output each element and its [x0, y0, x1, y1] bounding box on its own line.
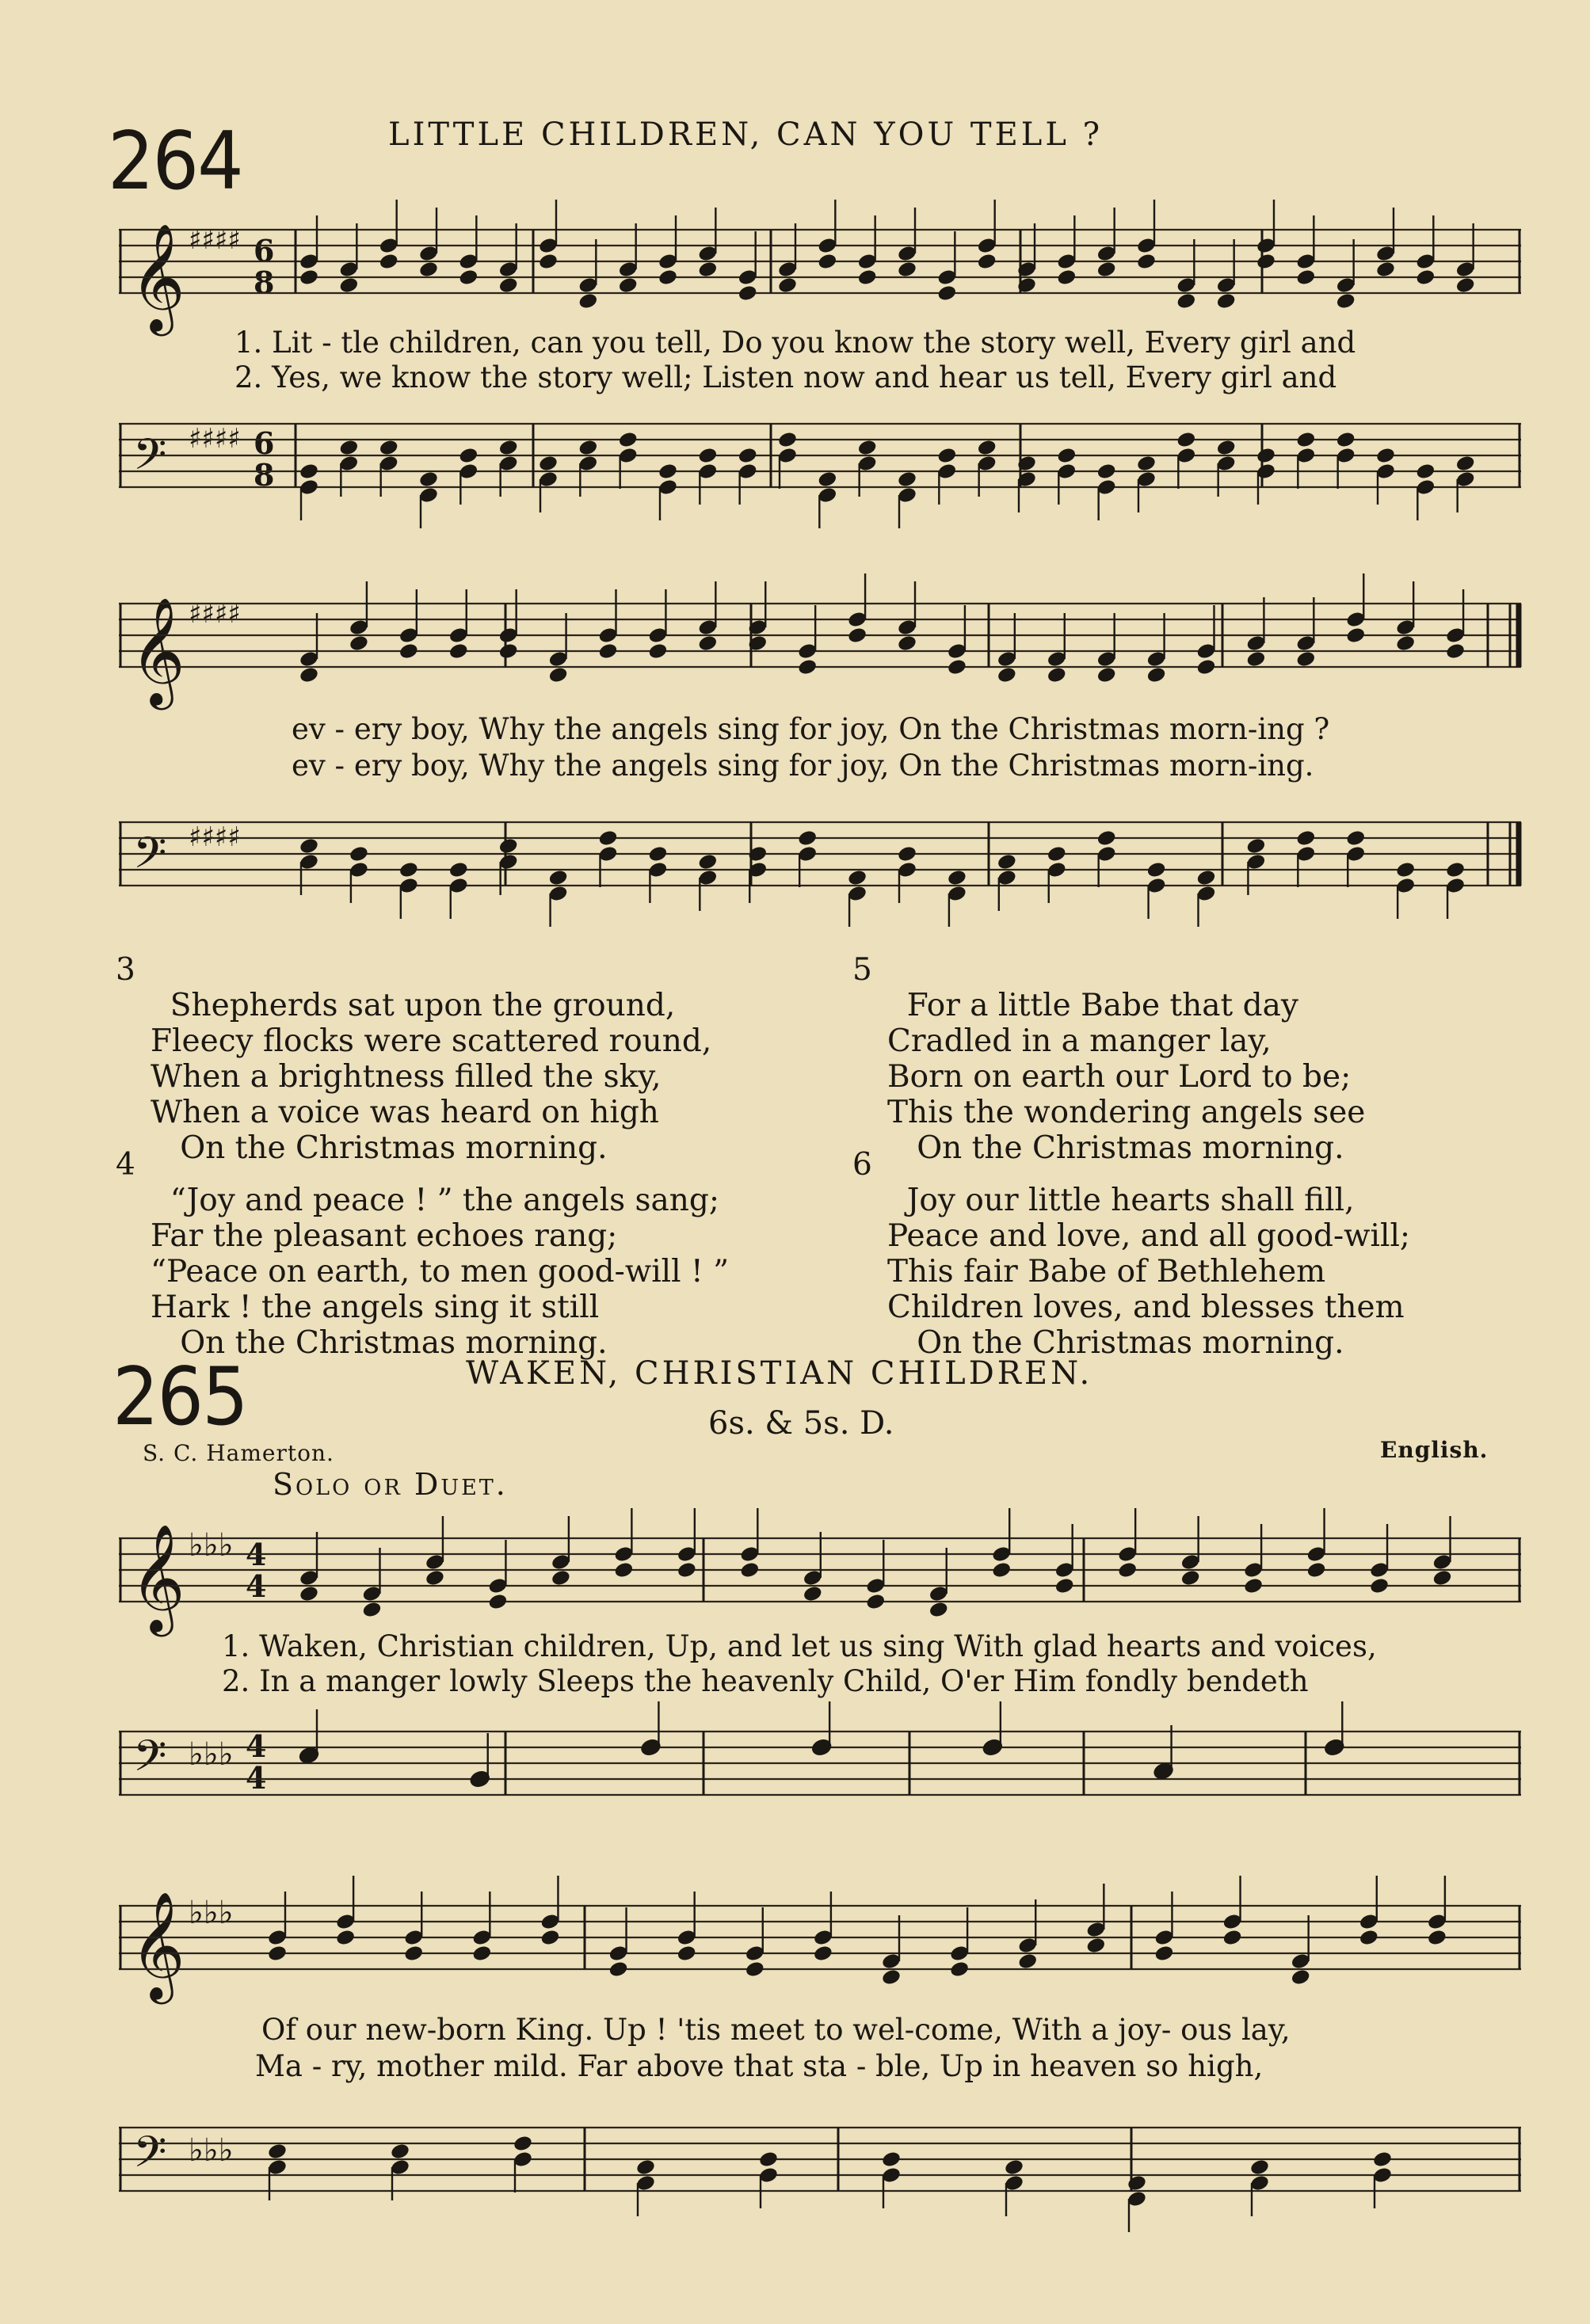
note-icon [1427, 1928, 1447, 1946]
note-icon [817, 252, 837, 270]
staff-265-s1-treble [119, 1514, 1521, 1641]
sharp-icon: ♯♯♯♯ [189, 423, 241, 455]
note-icon [697, 852, 718, 871]
note-icon [1085, 1936, 1106, 1954]
staff-264-s1-treble [119, 214, 1521, 341]
svg-text:6: 6 [254, 233, 275, 269]
bass-clef-icon: 𝄢 [133, 1731, 167, 1792]
note-icon [1372, 2150, 1393, 2168]
note-icon [538, 454, 559, 472]
note-icon [1017, 1952, 1038, 1970]
note-icon [697, 446, 718, 464]
note-icon [847, 868, 867, 886]
note-icon [797, 657, 818, 676]
note-icon [390, 2142, 410, 2160]
note-icon [1047, 844, 1067, 863]
note-icon [458, 446, 479, 464]
stanza-3 [116, 952, 712, 1166]
note-icon [1290, 1968, 1310, 1986]
staff-264-s2-treble [119, 588, 1521, 714]
flat-icon: ♭♭♭ [189, 1736, 234, 1773]
note-icon [1375, 446, 1396, 464]
note-icon [1245, 836, 1266, 855]
note-icon [1306, 1560, 1326, 1579]
svg-text:4: 4 [246, 1537, 267, 1572]
staff-265-s1-bass [119, 1717, 1521, 1836]
note-icon [378, 438, 398, 456]
svg-text:4: 4 [246, 1568, 267, 1604]
flat-icon: ♭♭♭ [189, 1895, 234, 1931]
note-icon [936, 446, 957, 464]
note-icon [947, 868, 967, 886]
stanza-number: 6 [852, 1147, 872, 1183]
note-icon [991, 1560, 1012, 1579]
note-icon [487, 1592, 508, 1610]
note-icon [737, 446, 757, 464]
stanza-number: 4 [116, 1147, 135, 1183]
treble-clef-icon: 𝄞 [130, 222, 185, 331]
treble-clef-icon: 𝄞 [130, 1890, 185, 1999]
note-icon [697, 634, 718, 652]
note-icon [881, 1968, 902, 1986]
stanza-6 [852, 1147, 1411, 1361]
note-icon [1117, 1560, 1138, 1579]
hymn-author: S. C. Hamerton. [143, 1440, 334, 1466]
note-icon [498, 642, 518, 660]
note-icon [997, 852, 1017, 871]
note-icon [299, 462, 319, 480]
note-icon [299, 665, 319, 684]
note-icon [1295, 430, 1316, 448]
note-icon [976, 438, 997, 456]
lyric-265-s1-v2: 2. In a manger lowly Sleeps the heavenly Child, O'er Him fondly bendeth [222, 1664, 1309, 1698]
lyric-265-s1-v1: 1. Waken, Christian children, Up, and let us sing With glad hearts and voices, [222, 1629, 1377, 1663]
note-icon [897, 634, 917, 652]
note-icon [928, 1600, 949, 1618]
svg-text:8: 8 [254, 457, 275, 493]
note-icon [513, 2134, 533, 2152]
note-icon [1096, 260, 1116, 278]
note-icon [361, 1600, 382, 1618]
note-icon [1369, 1576, 1390, 1594]
hymn-meter: 6s. & 5s. D. [708, 1405, 894, 1442]
stanza-text: Joy our little hearts shall fill, Peace and love, and all good-will; This fair Babe of Bethlehem Children loves, and blesses them On the Christmas morning. [887, 1183, 1411, 1361]
note-icon [617, 276, 638, 294]
lyric-264-s1-v1: 1. Lit - tle children, can you tell, Do you know the story well, Every girl and [234, 326, 1356, 360]
note-icon [947, 657, 967, 676]
note-icon [856, 268, 877, 286]
note-icon [547, 665, 568, 684]
note-icon [1096, 665, 1116, 684]
flat-icon: ♭♭♭ [189, 2132, 234, 2169]
note-icon [398, 642, 419, 660]
note-icon [597, 829, 618, 847]
tune-origin: English. [1380, 1437, 1489, 1463]
note-icon [1359, 1928, 1379, 1946]
note-icon [1455, 454, 1475, 472]
note-icon [349, 844, 369, 863]
hymn-title: WAKEN, CHRISTIAN CHILDREN. [466, 1355, 1093, 1392]
note-icon [1096, 462, 1116, 480]
note-icon [1335, 430, 1356, 448]
hymn-number: 265 [112, 1350, 247, 1444]
note-icon [448, 860, 469, 878]
note-icon [267, 1944, 288, 1962]
note-icon [1047, 665, 1067, 684]
note-icon [1004, 2158, 1024, 2176]
note-icon [1136, 454, 1157, 472]
staff-264-s1-bass [119, 416, 1521, 535]
note-icon [1195, 657, 1216, 676]
note-icon [1295, 268, 1316, 286]
note-icon [936, 284, 957, 302]
note-icon [635, 2158, 656, 2176]
lyric-265-s2-v2: Ma - ry, mother mild. Far above that sta - ble, Up in heaven so high, [255, 2049, 1264, 2083]
bass-clef-icon: 𝄢 [133, 429, 167, 490]
note-icon [1056, 268, 1077, 286]
note-icon [498, 276, 518, 294]
note-icon [1056, 446, 1077, 464]
note-icon [803, 1584, 823, 1602]
note-icon [949, 1960, 970, 1978]
note-icon [1432, 1568, 1452, 1587]
bass-clef-icon: 𝄢 [133, 828, 167, 889]
note-icon [777, 276, 798, 294]
note-icon [335, 1928, 356, 1946]
note-icon [745, 1960, 765, 1978]
note-icon [677, 1560, 697, 1579]
note-icon [1222, 1928, 1242, 1946]
note-icon [997, 665, 1017, 684]
note-icon [418, 260, 439, 278]
note-icon [299, 268, 319, 286]
note-icon [398, 860, 419, 878]
note-icon [597, 642, 618, 660]
stanza-text: For a little Babe that day Cradled in a manger lay, Born on earth our Lord to be; This the wondering angels see On the Christmas morning. [887, 988, 1366, 1166]
note-icon [1256, 446, 1276, 464]
note-icon [697, 260, 718, 278]
hymn-number: 264 [108, 114, 242, 208]
note-icon [1415, 462, 1436, 480]
note-icon [797, 829, 818, 847]
note-icon [403, 1944, 424, 1962]
svg-text:4: 4 [246, 1760, 267, 1796]
note-icon [817, 470, 837, 488]
lyric-264-s2-v2: ev - ery boy, Why the angels sing for joy, On the Christmas morn-ing. [292, 749, 1314, 783]
note-icon [299, 1584, 319, 1602]
note-icon [658, 268, 678, 286]
note-icon [1245, 650, 1266, 668]
hymn-title: LITTLE CHILDREN, CAN YOU TELL ? [388, 116, 1104, 153]
note-icon [897, 260, 917, 278]
note-icon [578, 291, 598, 310]
note-icon [737, 284, 757, 302]
note-icon [1395, 860, 1416, 878]
staff-265-s2-bass [119, 2113, 1521, 2232]
note-icon [448, 642, 469, 660]
note-icon [1295, 829, 1316, 847]
stanza-4 [116, 1147, 730, 1361]
lyric-264-s1-v2: 2. Yes, we know the story well; Listen now and hear us tell, Every girl and [234, 360, 1337, 394]
bass-clef-icon: 𝄢 [133, 2127, 167, 2188]
staff-lines [119, 2128, 1521, 2191]
note-icon [425, 1568, 445, 1587]
note-icon [1415, 268, 1436, 286]
note-icon [777, 430, 798, 448]
note-icon [1345, 626, 1366, 644]
note-icon [1195, 868, 1216, 886]
note-icon [267, 2142, 288, 2160]
note-icon [540, 1928, 560, 1946]
note-icon [613, 1560, 634, 1579]
note-icon [976, 252, 997, 270]
note-icon [847, 626, 867, 644]
note-icon [758, 2150, 779, 2168]
note-icon [608, 1960, 628, 1978]
note-icon [865, 1592, 886, 1610]
sharp-icon: ♯♯♯♯ [189, 224, 241, 256]
stanza-5 [852, 952, 1366, 1166]
note-icon [1249, 2158, 1270, 2176]
note-icon [1375, 260, 1396, 278]
note-icon [676, 1944, 696, 1962]
note-icon [897, 470, 917, 488]
note-icon [1054, 1576, 1074, 1594]
note-icon [617, 430, 638, 448]
stanza-text: “Joy and peace ! ” the angels sang; Far the pleasant echoes rang; “Peace on earth, to men good-will ! ” Hark ! the angels sing it still On the Christmas morning. [151, 1183, 730, 1361]
staff-264-s2-bass [119, 814, 1521, 933]
svg-text:8: 8 [254, 265, 275, 300]
note-icon [658, 462, 678, 480]
note-icon [1146, 860, 1166, 878]
note-icon [647, 844, 668, 863]
note-icon [1295, 650, 1316, 668]
note-icon [338, 276, 359, 294]
flat-icon: ♭♭♭ [189, 1527, 234, 1564]
note-icon [1243, 1576, 1264, 1594]
note-icon [647, 642, 668, 660]
note-icon [471, 1944, 492, 1962]
note-icon [1345, 829, 1366, 847]
note-icon [1096, 829, 1116, 847]
stanza-number: 5 [852, 952, 872, 988]
lyric-265-s2-v1: Of our new-born King. Up ! 'tis meet to wel-come, With a joy- ous lay, [261, 2013, 1291, 2047]
note-icon [1335, 291, 1356, 310]
note-icon [881, 2150, 902, 2168]
note-icon [378, 252, 398, 270]
note-icon [547, 868, 568, 886]
note-icon [1395, 634, 1416, 652]
note-icon [498, 836, 518, 855]
note-icon [1455, 276, 1475, 294]
staff-265-s2-treble [119, 1882, 1521, 2009]
note-icon [1215, 438, 1236, 456]
note-icon [1180, 1568, 1200, 1587]
note-icon [498, 438, 518, 456]
note-icon [299, 836, 319, 855]
note-icon [739, 1560, 760, 1579]
note-icon [578, 438, 598, 456]
treble-clef-icon: 𝄞 [130, 596, 185, 705]
treble-clef-icon: 𝄞 [130, 1522, 185, 1632]
note-icon [1256, 252, 1276, 270]
note-icon [856, 438, 877, 456]
note-icon [1127, 2174, 1147, 2192]
note-icon [1153, 1944, 1174, 1962]
note-icon [338, 438, 359, 456]
stanza-text: Shepherds sat upon the ground, Fleecy flocks were scattered round, When a brightness filled the sky, When a voice was heard on high On the Christmas morning. [151, 988, 712, 1166]
sharp-icon: ♯♯♯♯ [189, 598, 241, 630]
note-icon [1176, 430, 1196, 448]
sharp-icon: ♯♯♯♯ [189, 821, 241, 853]
stanza-number: 3 [116, 952, 135, 988]
svg-text:4: 4 [246, 1728, 267, 1764]
note-icon [1215, 291, 1236, 310]
note-icon [458, 268, 479, 286]
note-icon [813, 1944, 833, 1962]
note-icon [1146, 665, 1166, 684]
note-icon [1445, 642, 1466, 660]
note-icon [418, 470, 439, 488]
note-icon [1445, 860, 1466, 878]
performance-note: Solo or Duet. [273, 1467, 508, 1502]
note-icon [538, 252, 559, 270]
lyric-264-s2-v1: ev - ery boy, Why the angels sing for joy, On the Christmas morn-ing ? [292, 712, 1330, 746]
note-icon [1136, 252, 1157, 270]
note-icon [897, 844, 917, 863]
svg-text:6: 6 [254, 425, 275, 461]
note-icon [1176, 291, 1196, 310]
note-icon [349, 634, 369, 652]
note-icon [551, 1568, 571, 1587]
